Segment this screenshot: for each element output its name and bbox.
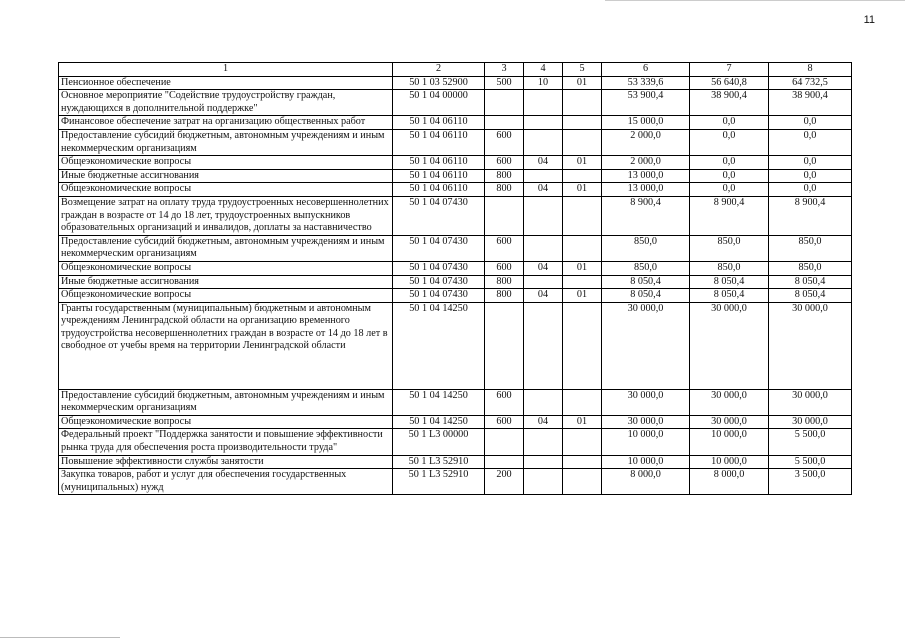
name-cell: Предоставление субсидий бюджетным, автономным учреждениям и иным некоммерческим организациям bbox=[59, 389, 393, 415]
type-cell: 600 bbox=[485, 415, 524, 429]
sum3-cell: 0,0 bbox=[769, 156, 852, 170]
sum2-cell: 0,0 bbox=[690, 116, 769, 130]
subsection-cell bbox=[563, 196, 602, 235]
name-cell: Иные бюджетные ассигнования bbox=[59, 169, 393, 183]
section-cell bbox=[524, 429, 563, 455]
header-cell: 4 bbox=[524, 63, 563, 77]
name-cell: Общеэкономические вопросы bbox=[59, 415, 393, 429]
sum3-cell: 850,0 bbox=[769, 235, 852, 261]
type-cell: 600 bbox=[485, 389, 524, 415]
sum1-cell: 850,0 bbox=[602, 261, 690, 275]
type-cell: 800 bbox=[485, 183, 524, 197]
type-cell bbox=[485, 455, 524, 469]
sum3-cell: 3 500,0 bbox=[769, 469, 852, 495]
sum2-cell: 8 000,0 bbox=[690, 469, 769, 495]
type-cell: 800 bbox=[485, 275, 524, 289]
section-cell bbox=[524, 169, 563, 183]
name-cell: Общеэкономические вопросы bbox=[59, 261, 393, 275]
name-cell: Общеэкономические вопросы bbox=[59, 156, 393, 170]
section-cell bbox=[524, 469, 563, 495]
table-row bbox=[59, 429, 852, 455]
sum2-cell: 10 000,0 bbox=[690, 455, 769, 469]
header-cell: 8 bbox=[769, 63, 852, 77]
section-cell bbox=[524, 235, 563, 261]
section-cell bbox=[524, 129, 563, 155]
name-cell: Общеэкономические вопросы bbox=[59, 289, 393, 303]
sum1-cell: 850,0 bbox=[602, 235, 690, 261]
table-row bbox=[59, 302, 852, 389]
sum2-cell: 850,0 bbox=[690, 235, 769, 261]
section-cell: 10 bbox=[524, 76, 563, 90]
sum2-cell: 30 000,0 bbox=[690, 389, 769, 415]
sum2-cell: 0,0 bbox=[690, 156, 769, 170]
sum2-cell: 0,0 bbox=[690, 169, 769, 183]
name-cell: Закупка товаров, работ и услуг для обеспечения государственных (муниципальных) нужд bbox=[59, 469, 393, 495]
sum1-cell: 30 000,0 bbox=[602, 389, 690, 415]
type-cell: 200 bbox=[485, 469, 524, 495]
sum1-cell: 15 000,0 bbox=[602, 116, 690, 130]
sum2-cell: 0,0 bbox=[690, 129, 769, 155]
sum1-cell: 8 050,4 bbox=[602, 275, 690, 289]
sum3-cell: 30 000,0 bbox=[769, 415, 852, 429]
name-cell: Предоставление субсидий бюджетным, автономным учреждениям и иным некоммерческим организациям bbox=[59, 129, 393, 155]
sum1-cell: 2 000,0 bbox=[602, 156, 690, 170]
sum2-cell: 30 000,0 bbox=[690, 415, 769, 429]
sum3-cell: 8 900,4 bbox=[769, 196, 852, 235]
budget-table bbox=[58, 62, 852, 495]
header-cell: 3 bbox=[485, 63, 524, 77]
section-cell bbox=[524, 275, 563, 289]
sum1-cell: 8 900,4 bbox=[602, 196, 690, 235]
code-cell: 50 1 L3 00000 bbox=[393, 429, 485, 455]
sum3-cell: 5 500,0 bbox=[769, 429, 852, 455]
table-row bbox=[59, 469, 852, 495]
code-cell: 50 1 04 06110 bbox=[393, 169, 485, 183]
subsection-cell: 01 bbox=[563, 415, 602, 429]
table-row bbox=[59, 235, 852, 261]
code-cell: 50 1 04 14250 bbox=[393, 302, 485, 389]
name-cell: Предоставление субсидий бюджетным, автономным учреждениям и иным некоммерческим организациям bbox=[59, 235, 393, 261]
code-cell: 50 1 04 06110 bbox=[393, 116, 485, 130]
type-cell: 600 bbox=[485, 261, 524, 275]
sum1-cell: 30 000,0 bbox=[602, 302, 690, 389]
subsection-cell bbox=[563, 469, 602, 495]
name-cell: Финансовое обеспечение затрат на организацию общественных работ bbox=[59, 116, 393, 130]
sum3-cell: 8 050,4 bbox=[769, 289, 852, 303]
sum2-cell: 0,0 bbox=[690, 183, 769, 197]
sum2-cell: 38 900,4 bbox=[690, 90, 769, 116]
sum3-cell: 0,0 bbox=[769, 116, 852, 130]
table-row bbox=[59, 183, 852, 197]
name-cell: Общеэкономические вопросы bbox=[59, 183, 393, 197]
header-cell: 7 bbox=[690, 63, 769, 77]
subsection-cell: 01 bbox=[563, 183, 602, 197]
subsection-cell bbox=[563, 235, 602, 261]
subsection-cell bbox=[563, 275, 602, 289]
section-cell bbox=[524, 389, 563, 415]
sum3-cell: 30 000,0 bbox=[769, 389, 852, 415]
scan-edge-line bbox=[0, 637, 120, 638]
section-cell: 04 bbox=[524, 415, 563, 429]
subsection-cell: 01 bbox=[563, 76, 602, 90]
name-cell: Иные бюджетные ассигнования bbox=[59, 275, 393, 289]
type-cell: 600 bbox=[485, 129, 524, 155]
type-cell: 600 bbox=[485, 235, 524, 261]
section-cell: 04 bbox=[524, 289, 563, 303]
name-cell: Возмещение затрат на оплату труда трудоустроенных несовершеннолетних граждан в возрасте от 14 до 18 лет, трудоустроенных выпускников образовательных организаций и инвалидов, доплаты за наставничество bbox=[59, 196, 393, 235]
sum2-cell: 850,0 bbox=[690, 261, 769, 275]
sum3-cell: 0,0 bbox=[769, 169, 852, 183]
table-row bbox=[59, 196, 852, 235]
type-cell bbox=[485, 116, 524, 130]
subsection-cell bbox=[563, 429, 602, 455]
subsection-cell bbox=[563, 389, 602, 415]
sum3-cell: 38 900,4 bbox=[769, 90, 852, 116]
sum1-cell: 8 050,4 bbox=[602, 289, 690, 303]
table-row bbox=[59, 261, 852, 275]
table-header-row bbox=[59, 63, 852, 77]
code-cell: 50 1 04 06110 bbox=[393, 129, 485, 155]
sum2-cell: 56 640,8 bbox=[690, 76, 769, 90]
page-number: 11 bbox=[863, 14, 875, 26]
table-row bbox=[59, 169, 852, 183]
sum1-cell: 53 900,4 bbox=[602, 90, 690, 116]
table-row bbox=[59, 275, 852, 289]
sum2-cell: 10 000,0 bbox=[690, 429, 769, 455]
subsection-cell bbox=[563, 116, 602, 130]
header-cell: 1 bbox=[59, 63, 393, 77]
name-cell: Пенсионное обеспечение bbox=[59, 76, 393, 90]
subsection-cell bbox=[563, 169, 602, 183]
type-cell: 500 bbox=[485, 76, 524, 90]
sum3-cell: 0,0 bbox=[769, 129, 852, 155]
sum3-cell: 30 000,0 bbox=[769, 302, 852, 389]
table-row bbox=[59, 76, 852, 90]
sum1-cell: 53 339,6 bbox=[602, 76, 690, 90]
table-row bbox=[59, 389, 852, 415]
sum1-cell: 10 000,0 bbox=[602, 455, 690, 469]
header-cell: 2 bbox=[393, 63, 485, 77]
type-cell: 800 bbox=[485, 289, 524, 303]
sum2-cell: 30 000,0 bbox=[690, 302, 769, 389]
table-row bbox=[59, 116, 852, 130]
table-row bbox=[59, 415, 852, 429]
table-row bbox=[59, 156, 852, 170]
sum1-cell: 8 000,0 bbox=[602, 469, 690, 495]
sum3-cell: 5 500,0 bbox=[769, 455, 852, 469]
code-cell: 50 1 04 00000 bbox=[393, 90, 485, 116]
code-cell: 50 1 04 07430 bbox=[393, 235, 485, 261]
sum1-cell: 13 000,0 bbox=[602, 183, 690, 197]
section-cell: 04 bbox=[524, 261, 563, 275]
type-cell bbox=[485, 429, 524, 455]
section-cell bbox=[524, 455, 563, 469]
sum3-cell: 64 732,5 bbox=[769, 76, 852, 90]
scan-edge-line bbox=[605, 0, 905, 1]
table-row bbox=[59, 455, 852, 469]
section-cell bbox=[524, 302, 563, 389]
code-cell: 50 1 04 07430 bbox=[393, 261, 485, 275]
code-cell: 50 1 L3 52910 bbox=[393, 455, 485, 469]
sum2-cell: 8 050,4 bbox=[690, 289, 769, 303]
subsection-cell bbox=[563, 90, 602, 116]
type-cell bbox=[485, 302, 524, 389]
code-cell: 50 1 04 07430 bbox=[393, 275, 485, 289]
subsection-cell: 01 bbox=[563, 156, 602, 170]
header-cell: 5 bbox=[563, 63, 602, 77]
sum1-cell: 13 000,0 bbox=[602, 169, 690, 183]
type-cell bbox=[485, 196, 524, 235]
name-cell: Федеральный проект "Поддержка занятости и повышение эффективности рынка труда для обеспечения роста производительности труда" bbox=[59, 429, 393, 455]
code-cell: 50 1 04 14250 bbox=[393, 415, 485, 429]
section-cell: 04 bbox=[524, 183, 563, 197]
table-row bbox=[59, 90, 852, 116]
code-cell: 50 1 04 06110 bbox=[393, 183, 485, 197]
sum2-cell: 8 900,4 bbox=[690, 196, 769, 235]
subsection-cell: 01 bbox=[563, 261, 602, 275]
subsection-cell bbox=[563, 302, 602, 389]
code-cell: 50 1 04 14250 bbox=[393, 389, 485, 415]
section-cell bbox=[524, 196, 563, 235]
type-cell: 600 bbox=[485, 156, 524, 170]
code-cell: 50 1 L3 52910 bbox=[393, 469, 485, 495]
name-cell: Гранты государственным (муниципальным) бюджетным и автономным учреждениям Ленинградской области на организацию временного трудоустройства несовершеннолетних граждан в возрасте от 14 до 18 лет в свободное от учебы время на территории Ленинградской области bbox=[59, 302, 393, 389]
code-cell: 50 1 04 06110 bbox=[393, 156, 485, 170]
code-cell: 50 1 03 52900 bbox=[393, 76, 485, 90]
type-cell: 800 bbox=[485, 169, 524, 183]
sum1-cell: 10 000,0 bbox=[602, 429, 690, 455]
type-cell bbox=[485, 90, 524, 116]
sum2-cell: 8 050,4 bbox=[690, 275, 769, 289]
table-row bbox=[59, 289, 852, 303]
name-cell: Основное мероприятие "Содействие трудоустройству граждан, нуждающихся в дополнительной поддержке" bbox=[59, 90, 393, 116]
name-cell: Повышение эффективности службы занятости bbox=[59, 455, 393, 469]
sum3-cell: 8 050,4 bbox=[769, 275, 852, 289]
header-cell: 6 bbox=[602, 63, 690, 77]
section-cell bbox=[524, 90, 563, 116]
sum3-cell: 0,0 bbox=[769, 183, 852, 197]
section-cell: 04 bbox=[524, 156, 563, 170]
table-row bbox=[59, 129, 852, 155]
section-cell bbox=[524, 116, 563, 130]
code-cell: 50 1 04 07430 bbox=[393, 289, 485, 303]
sum1-cell: 2 000,0 bbox=[602, 129, 690, 155]
subsection-cell bbox=[563, 129, 602, 155]
subsection-cell bbox=[563, 455, 602, 469]
sum1-cell: 30 000,0 bbox=[602, 415, 690, 429]
sum3-cell: 850,0 bbox=[769, 261, 852, 275]
code-cell: 50 1 04 07430 bbox=[393, 196, 485, 235]
subsection-cell: 01 bbox=[563, 289, 602, 303]
